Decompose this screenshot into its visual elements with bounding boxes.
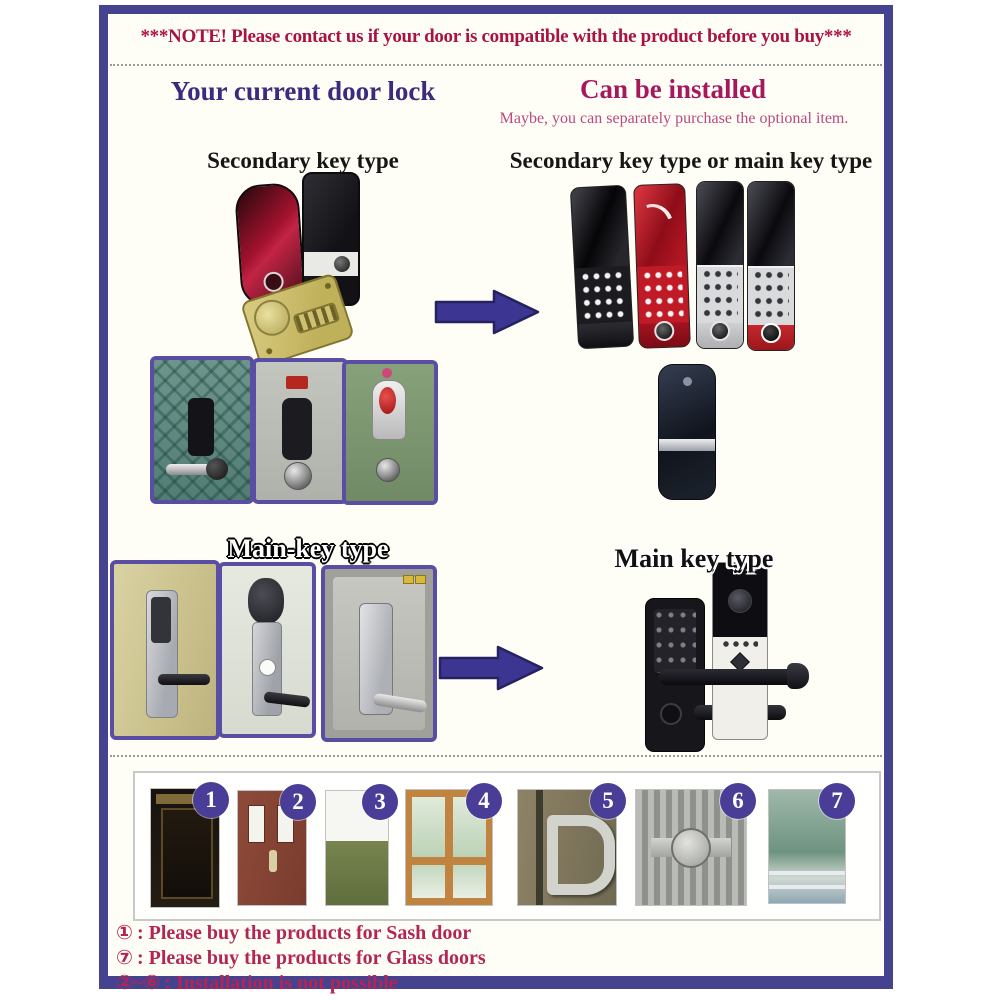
- door-number-badge: [193, 782, 229, 818]
- lock-emblem: [683, 377, 692, 386]
- arrow-right-icon: [434, 640, 546, 696]
- price-tag: [415, 575, 426, 584]
- lock-keypad: [151, 597, 171, 643]
- lock-keypad: [642, 269, 684, 321]
- badge-number: 3: [374, 789, 386, 814]
- door-window: [248, 805, 265, 843]
- door-handle: [269, 850, 277, 872]
- door-number-badge: [280, 784, 316, 820]
- current-main-door-photo-1: [110, 560, 220, 740]
- lock-lens: [379, 387, 396, 414]
- footnote-text: : Please buy the products for Sash door: [136, 922, 472, 944]
- divider-top: [110, 64, 882, 66]
- footnote-text: : Installation is not possible: [164, 972, 398, 994]
- door-thumb-7: [768, 789, 846, 904]
- footnote-symbol: ⑦: [116, 947, 133, 969]
- door-lower-panel: [326, 841, 388, 905]
- lock-indicator: [382, 368, 392, 378]
- mortise-digital-lock-two-tone: [712, 562, 768, 740]
- secondary-installed-title: Secondary key type or main key type: [509, 148, 873, 173]
- secondary-current-title: Secondary key type: [207, 148, 399, 173]
- lock-keypad: [654, 609, 696, 673]
- lock-band: [659, 439, 715, 451]
- lever-handle: [158, 674, 210, 685]
- badge-number: 2: [292, 789, 304, 814]
- glass-pane: [412, 797, 445, 898]
- mortise-lock-plate: [146, 590, 178, 718]
- brand-characters: [722, 641, 758, 648]
- badge-number: 4: [478, 788, 490, 813]
- door-knob: [284, 462, 312, 490]
- badge-number: 7: [831, 788, 843, 813]
- lock-dial: [259, 659, 276, 676]
- lock-cover: [697, 182, 743, 267]
- footnote-glass-door: [116, 945, 486, 970]
- door-number-badge: [590, 783, 626, 819]
- door-knob: [376, 458, 400, 482]
- installed-lock: [188, 398, 214, 456]
- round-lock: [671, 828, 711, 868]
- page-frame: [99, 5, 893, 994]
- digital-lock-black: [570, 185, 634, 350]
- lever-tip: [787, 663, 809, 689]
- lock-emblem: [728, 589, 752, 613]
- footnote-sash-door: [116, 920, 471, 945]
- installed-lock: [372, 380, 406, 440]
- installed-subtitle: Maybe, you can separately purchase the optional item.: [499, 110, 849, 127]
- door-types-strip: [133, 771, 881, 921]
- digital-lock-red: [633, 183, 691, 349]
- door-thumb-1: [150, 788, 220, 908]
- current-door-photo-2: [252, 358, 348, 504]
- rim-lock-slot: [292, 302, 340, 335]
- price-tag: [403, 575, 414, 584]
- installed-lock: [282, 398, 312, 460]
- lock-top-body: [248, 578, 284, 624]
- bird-graphic: [646, 198, 672, 225]
- door-crossbar: [406, 857, 492, 865]
- screw-dot: [265, 347, 273, 355]
- lever-handle: [659, 669, 795, 685]
- digital-lock-dark-single: [658, 364, 716, 500]
- footnote-not-possible: [116, 970, 398, 995]
- lock-knob: [660, 703, 682, 725]
- door-panel: [161, 808, 214, 899]
- rim-lock-knob: [249, 295, 294, 340]
- door-thumb-6: [635, 789, 747, 906]
- digital-lock-silver-red: [747, 181, 795, 351]
- main-installed-title: Main key type: [614, 544, 774, 573]
- main-current-title: Main-key type: [227, 534, 389, 563]
- door-number-badge: [720, 783, 756, 819]
- lock-indicator: [286, 376, 308, 389]
- door-number-badge: [362, 784, 398, 820]
- column-header-current: Your current door lock: [170, 76, 436, 106]
- badge-number: 5: [602, 788, 614, 813]
- mullion-line: [769, 871, 845, 875]
- door-knob: [206, 458, 228, 480]
- door-frame-post: [536, 790, 543, 905]
- current-door-photo-3: [342, 360, 438, 505]
- footnote-symbol: ①: [116, 922, 133, 944]
- lock-cover: [571, 186, 629, 269]
- column-header-installed: Can be installed: [579, 74, 767, 104]
- lock-camera: [761, 323, 781, 343]
- arrow-right-icon: [430, 284, 542, 340]
- door-number-badge: [819, 783, 855, 819]
- current-main-door-photo-2: [218, 562, 316, 738]
- badge-number: 1: [205, 787, 217, 812]
- digital-lock-silver: [696, 181, 744, 349]
- current-main-door-photo-3: [321, 565, 437, 742]
- door-thumb-3: [325, 790, 389, 906]
- footnote-text: : Please buy the products for Glass doors: [136, 947, 486, 969]
- badge-number: 6: [732, 788, 744, 813]
- current-door-photo-1: [150, 356, 254, 504]
- divider-doors: [110, 755, 882, 757]
- door-thumb-5: [517, 789, 617, 906]
- screw-dot: [324, 282, 332, 290]
- lock-base: [578, 322, 633, 349]
- lock-camera: [710, 321, 730, 341]
- compatibility-note: ***NOTE! Please contact us if your door is compatible with the product before you buy***: [140, 26, 852, 47]
- lock-cover: [748, 182, 794, 268]
- lock-keypad: [702, 268, 738, 319]
- d-shaped-handle: [547, 815, 615, 895]
- lock-button: [334, 256, 350, 272]
- footnote-symbol: ②~⑥: [116, 972, 161, 994]
- mullion-line: [769, 885, 845, 889]
- door-number-badge: [466, 783, 502, 819]
- door-thumb-2: [237, 790, 307, 906]
- lock-cover: [634, 184, 687, 267]
- door-thumb-4: [405, 789, 493, 906]
- lock-keypad: [580, 269, 627, 321]
- lock-keypad: [753, 269, 789, 321]
